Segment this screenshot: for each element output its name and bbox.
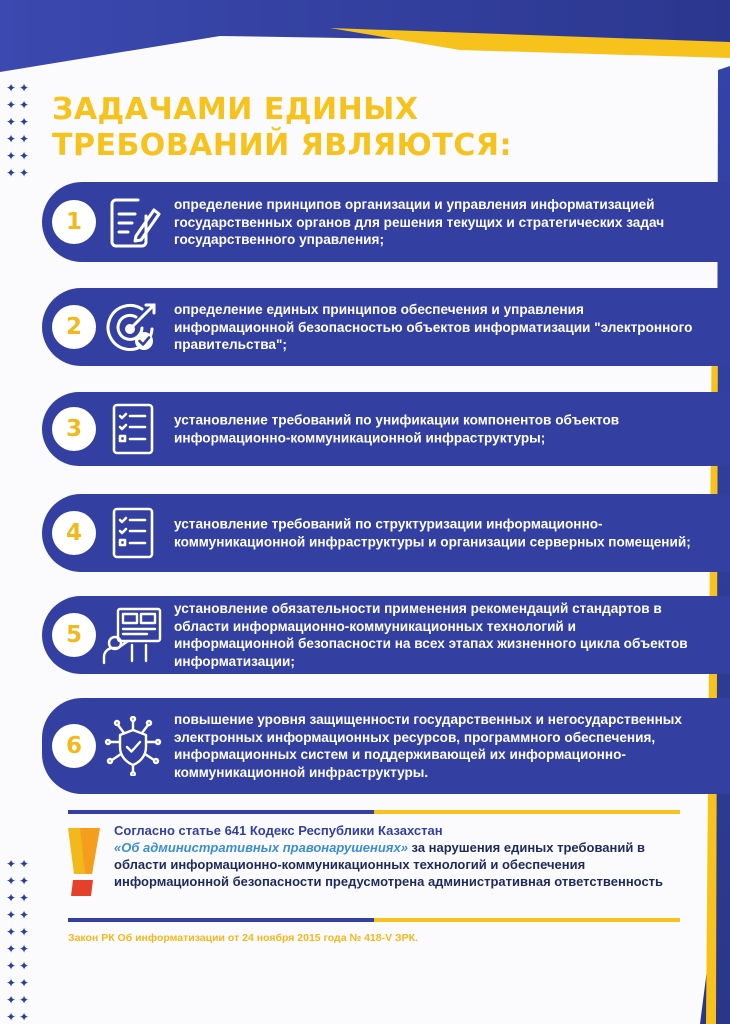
law-notice [114, 822, 680, 890]
item-number-badge: 6 [52, 724, 96, 768]
item-number-badge: 1 [52, 200, 96, 244]
footnote: Закон РК Об информатизации от 24 ноября 2015 года № 418-V ЗРК. [68, 932, 418, 944]
presenter-board-icon [102, 605, 164, 665]
item-text: установление обязательности применения рекомендаций стандартов в области информационно-коммуникационных технологий и информационной безопасности на всех этапах жизненного цикла объектов информатизации; [174, 601, 688, 669]
code-title-link[interactable]: «Об административных правонарушениях» [114, 840, 408, 855]
target-check-icon [102, 297, 164, 357]
task-item-5 [42, 596, 730, 674]
checklist-icon [102, 503, 164, 563]
item-number-badge: 2 [52, 305, 96, 349]
law-notice-text: за нарушения единых требований в области информационно-коммуникационных технологий и обеспечения информационной безопасности предусмотрена административная ответственность [114, 840, 664, 889]
divider-top [68, 810, 680, 814]
item-text: установление требований по структуризации информационно-коммуникационной инфраструктуры и организации серверных помещений; [174, 516, 691, 549]
divider-bottom [68, 918, 680, 922]
task-item-3 [42, 392, 730, 466]
exclamation-icon [60, 826, 106, 898]
diamond-dots-icon: ✦✦ ✦✦ ✦✦ ✦✦ ✦✦ ✦✦ ✦✦ ✦✦ ✦✦ ✦✦ [6, 857, 33, 1024]
item-number-badge: 3 [52, 407, 96, 451]
page-title-line-1: ЗАДАЧАМИ ЕДИНЫХ [52, 92, 419, 127]
page-title-line-2: ТРЕБОВАНИЙ ЯВЛЯЮТСЯ: [52, 128, 512, 163]
shield-circuit-icon [102, 716, 164, 776]
checklist-icon [102, 399, 164, 459]
item-number-badge: 5 [52, 613, 96, 657]
task-item-4 [42, 494, 730, 572]
item-number-badge: 4 [52, 511, 96, 555]
law-notice-intro: Согласно статье 641 Кодекс Республики Казахстан [114, 823, 443, 838]
task-item-2 [42, 288, 730, 366]
task-item-1 [42, 182, 730, 262]
page-title [52, 92, 512, 164]
diamond-dots-icon: ✦✦ ✦✦ ✦✦ ✦✦ ✦✦ ✦✦ [6, 81, 33, 180]
item-text: определение единых принципов обеспечения и управления информационной безопасностью объектов информатизации "электронного правительства"; [174, 301, 693, 352]
item-text: повышение уровня защищенности государственных и негосударственных электронных информационных ресурсов, программного обеспечения, информационных систем и поддерживающей их информационно-коммуникационной инфраструктуры. [174, 712, 682, 780]
law-notice-body [114, 840, 663, 889]
document-pen-icon [102, 192, 164, 252]
item-text: установление требований по унификации компонентов объектов информационно-коммуникационной инфраструктуры; [174, 412, 620, 445]
item-text: определение принципов организации и управления информатизацией государственных органов для решения текущих и стратегических задач государственного управления; [174, 196, 665, 247]
task-item-6 [42, 698, 730, 794]
